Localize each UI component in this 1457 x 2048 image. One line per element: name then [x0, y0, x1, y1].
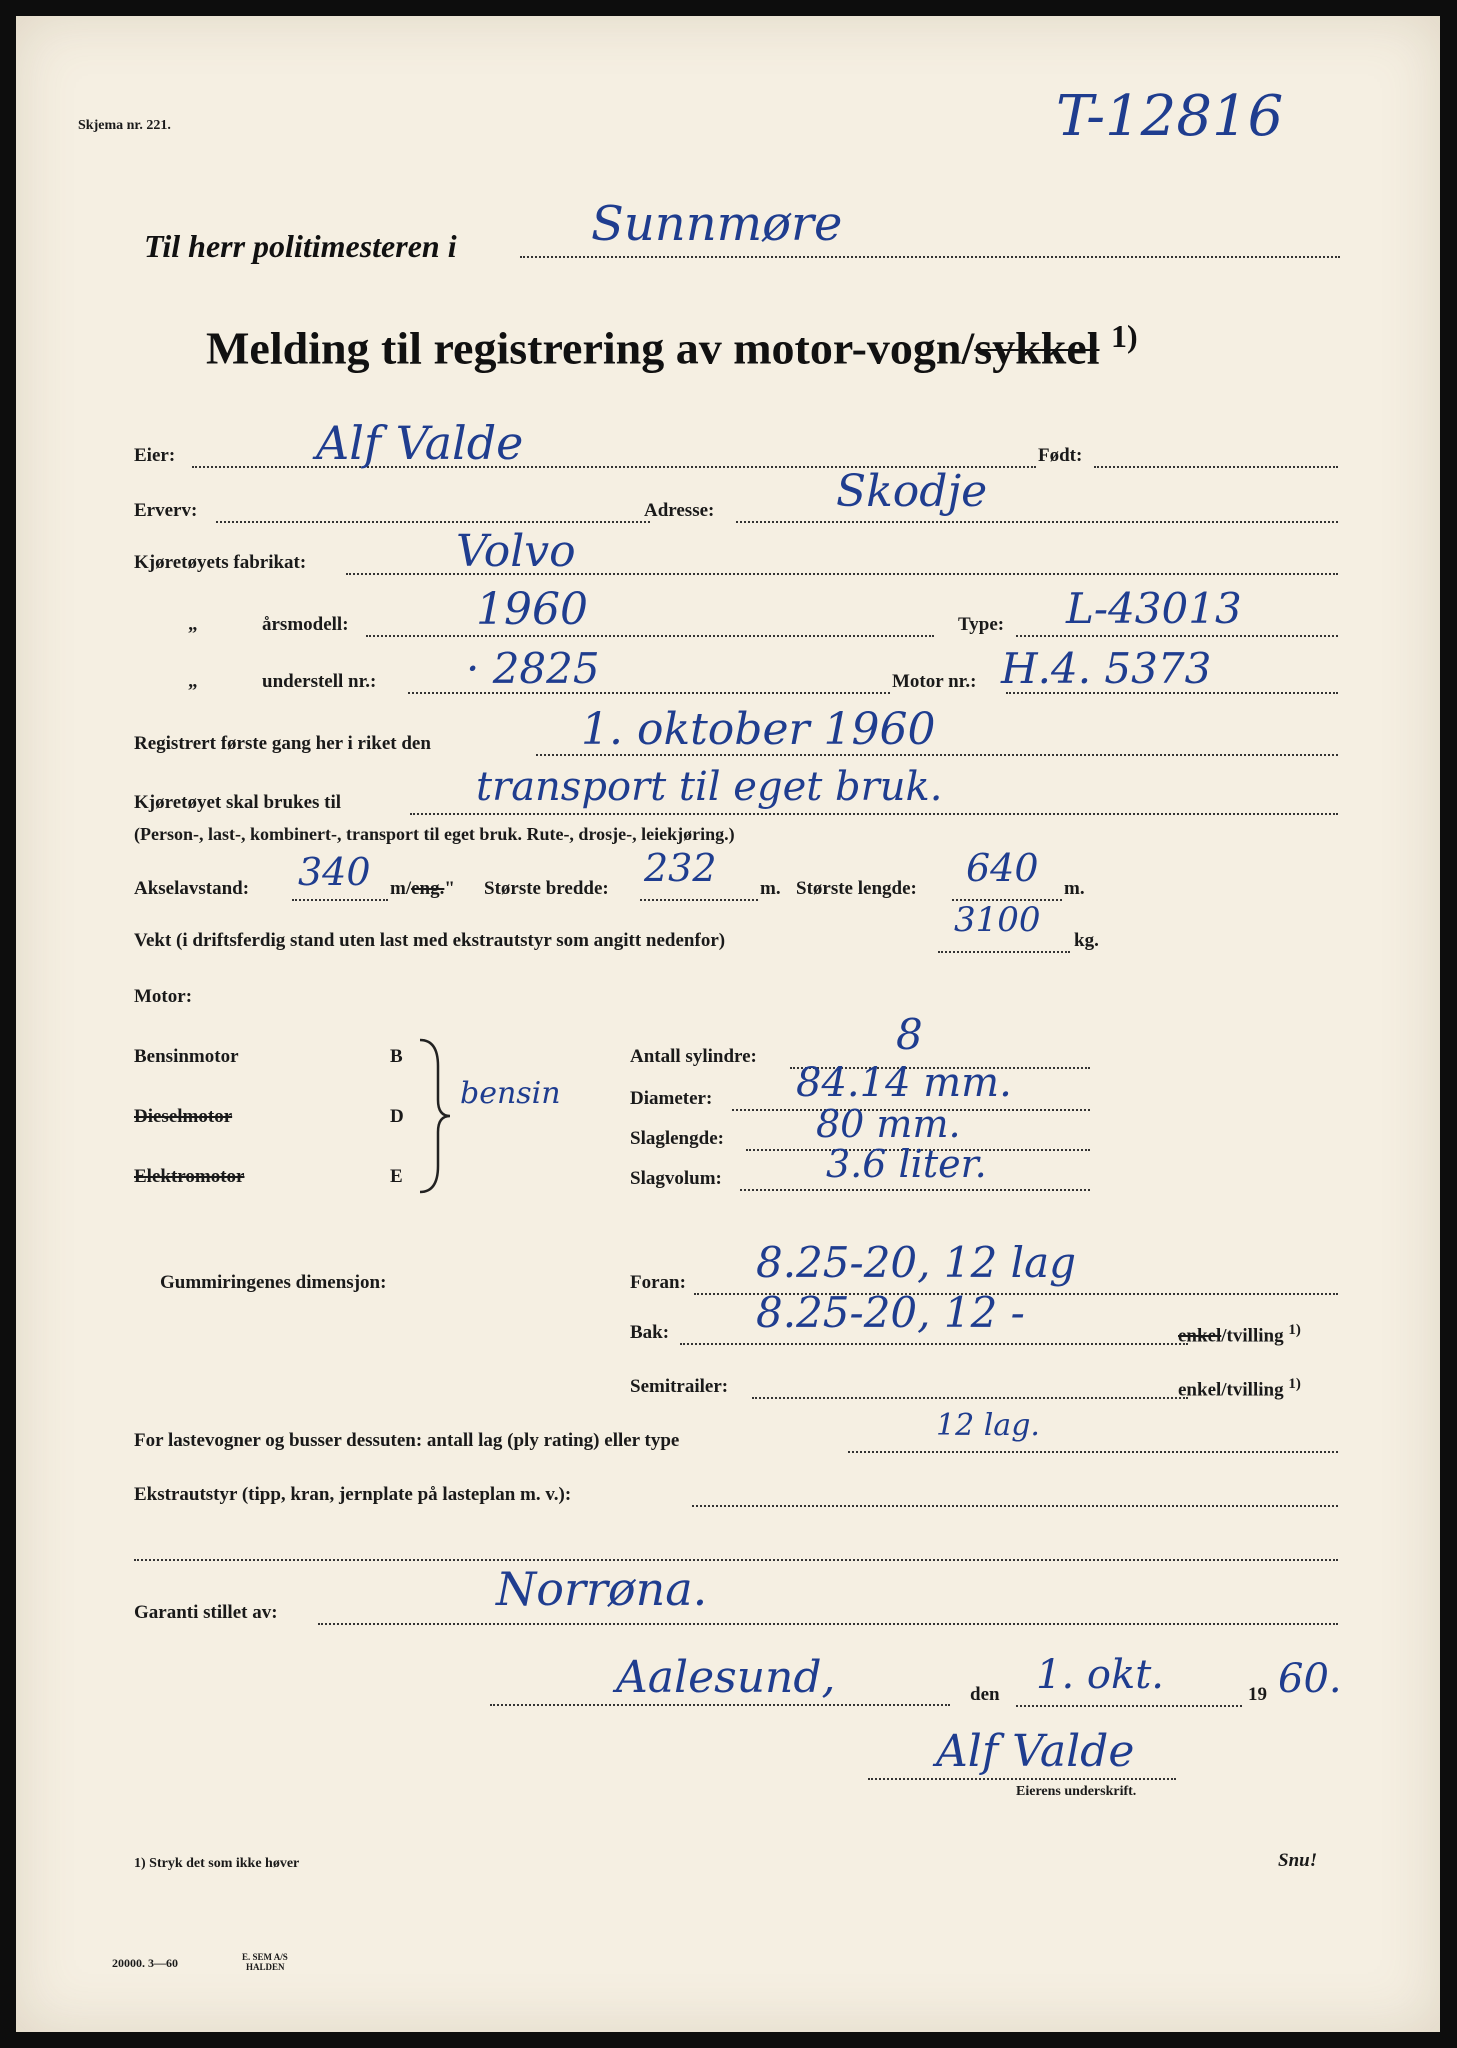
place-line: [490, 1704, 950, 1706]
address-label: Adresse:: [644, 500, 715, 521]
make-value: Volvo: [456, 526, 576, 577]
ply-rating-value: 12 lag.: [936, 1408, 1040, 1443]
date-line: [1016, 1705, 1242, 1707]
tires-rear-twin: /tvilling: [1221, 1325, 1284, 1347]
length-value: 640: [966, 846, 1039, 890]
chassis-label: understell nr.:: [262, 671, 377, 692]
file-number: T-12816: [1056, 84, 1284, 149]
address-line: [736, 521, 1338, 523]
tires-rear-fn: 1): [1288, 1322, 1301, 1338]
use-label: Kjøretøyet skal brukes til: [134, 792, 342, 813]
displacement-line: [740, 1189, 1090, 1191]
ditto-mark-2: „: [188, 671, 198, 692]
owner-value: Alf Valde: [316, 416, 524, 470]
guarantee-value: Norrøna.: [496, 1562, 708, 1616]
page-title: [206, 318, 1138, 374]
turn-over: Snu!: [1278, 1850, 1318, 1871]
length-unit: m.: [1064, 878, 1085, 899]
equipment-label: Ekstrautstyr (tipp, kran, jernplate på lasteplan m. v.):: [134, 1484, 572, 1505]
registration-form-page: [16, 16, 1440, 2032]
footnote: 1) Stryk det som ikke høver: [134, 1856, 300, 1871]
born-line: [1094, 466, 1338, 468]
wheelbase-unit: [390, 878, 455, 900]
addressee-line: [520, 256, 1340, 258]
motor-type-electric: Elektromotor: [134, 1166, 245, 1187]
motor-code-e: E: [390, 1166, 403, 1187]
wheelbase-value: 340: [298, 850, 371, 894]
width-line: [640, 899, 758, 901]
semitrailer-fn: 1): [1288, 1376, 1301, 1392]
stroke-value: 80 mm.: [816, 1102, 961, 1146]
use-hint: (Person-, last-, kombinert-, transport til eget bruk. Rute-, drosje-, leiekjøring.): [134, 824, 735, 844]
place-value: Aalesund,: [616, 1652, 836, 1703]
motor-type-bensin: Bensinmotor: [134, 1046, 239, 1067]
tires-rear-label: Bak:: [630, 1322, 670, 1343]
motor-number-label: Motor nr.:: [892, 671, 977, 692]
guarantee-line: [318, 1623, 1338, 1625]
cylinders-value: 8: [896, 1010, 923, 1059]
width-unit: m.: [760, 878, 781, 899]
owner-label: Eier:: [134, 445, 176, 466]
width-label: Største bredde:: [484, 878, 609, 899]
type-line: [1016, 635, 1338, 637]
first-registration-label: Registrert første gang her i riket den: [134, 733, 431, 754]
signature-line: [868, 1778, 1176, 1780]
print-info: 20000. 3—60: [112, 1956, 178, 1970]
signature-label: Eierens underskrift.: [1016, 1784, 1137, 1799]
semitrailer-line: [752, 1397, 1188, 1399]
tires-rear-single-struck: enkel: [1178, 1325, 1222, 1347]
motor-type-scribble: bensin: [460, 1076, 561, 1111]
title-struck: sykkel: [974, 322, 1100, 374]
first-registration-value: 1. oktober 1960: [581, 704, 936, 755]
ply-rating-line: [848, 1451, 1338, 1453]
type-label: Type:: [958, 614, 1005, 635]
use-value: transport til eget bruk.: [476, 764, 943, 810]
date-value: 1. okt.: [1036, 1652, 1164, 1698]
guarantee-label: Garanti stillet av:: [134, 1602, 278, 1623]
district-value: Sunnmøre: [591, 196, 843, 252]
tires-front-value: 8.25-20, 12 lag: [756, 1238, 1077, 1287]
motor-number-value: H.4. 5373: [1001, 644, 1212, 693]
occupation-line: [216, 521, 650, 523]
date-den-label: den: [970, 1684, 1000, 1705]
title-main: Melding til registrering av motor-vogn/: [206, 322, 975, 374]
wheelbase-unit-m: m/: [390, 878, 412, 899]
cylinders-label: Antall sylindre:: [630, 1046, 757, 1067]
semitrailer-option: [1178, 1376, 1301, 1401]
semitrailer-option-text: enkel/tvilling: [1178, 1379, 1284, 1401]
printer-line-2: HALDEN: [246, 1962, 285, 1972]
tires-rear-option: [1178, 1322, 1301, 1347]
tires-label: Gummiringenes dimensjon:: [160, 1272, 387, 1293]
printer-line-1: E. SEM A/S: [242, 1952, 288, 1962]
wheelbase-label: Akselavstand:: [134, 878, 250, 899]
use-line: [410, 813, 1338, 815]
bore-value: 84.14 mm.: [796, 1060, 1012, 1106]
equipment-line: [692, 1505, 1338, 1507]
weight-unit: kg.: [1074, 930, 1099, 951]
weight-value: 3100: [954, 900, 1041, 940]
motor-type-brace: [414, 1036, 454, 1196]
form-number: Skjema nr. 221.: [78, 118, 171, 133]
ditto-mark-1: „: [188, 614, 198, 635]
ply-rating-label: For lastevogner og busser dessuten: antall lag (ply rating) eller type: [134, 1430, 680, 1451]
wheelbase-unit-struck: eng.: [411, 878, 445, 899]
model-year-label: årsmodell:: [262, 614, 349, 635]
motor-code-d: D: [390, 1106, 404, 1127]
weight-label: Vekt (i driftsferdig stand uten last med ekstrautstyr som angitt nedenfor): [134, 930, 726, 951]
model-year-value: 1960: [476, 584, 588, 635]
address-value: Skodje: [836, 466, 988, 517]
chassis-value: · 2825: [466, 644, 600, 693]
semitrailer-label: Semitrailer:: [630, 1376, 729, 1397]
occupation-label: Erverv:: [134, 500, 198, 521]
title-footnote-ref: 1): [1111, 318, 1138, 354]
equipment-line-2: [134, 1559, 1338, 1561]
addressee-label: Til herr politimesteren i: [144, 228, 457, 264]
born-label: Født:: [1038, 445, 1083, 466]
type-value: L-43013: [1066, 584, 1242, 633]
displacement-label: Slagvolum:: [630, 1168, 722, 1189]
width-value: 232: [644, 846, 717, 890]
year-prefix: 19: [1248, 1684, 1267, 1705]
year-value: 60.: [1278, 1656, 1342, 1702]
stroke-label: Slaglengde:: [630, 1128, 724, 1149]
displacement-value: 3.6 liter.: [826, 1142, 987, 1186]
wheelbase-unit-inch: ": [444, 878, 455, 899]
make-label: Kjøretøyets fabrikat:: [134, 552, 307, 573]
tires-rear-line: [680, 1343, 1188, 1345]
motor-code-b: B: [390, 1046, 403, 1067]
model-year-line: [366, 635, 934, 637]
owner-signature: Alf Valde: [936, 1726, 1135, 1777]
tires-rear-value: 8.25-20, 12 -: [756, 1288, 1025, 1337]
motor-heading: Motor:: [134, 986, 193, 1007]
weight-line: [938, 951, 1070, 953]
motor-type-diesel: Dieselmotor: [134, 1106, 233, 1127]
length-label: Største lengde:: [796, 878, 917, 899]
bore-label: Diameter:: [630, 1088, 713, 1109]
wheelbase-line: [292, 899, 388, 901]
tires-front-label: Foran:: [630, 1272, 686, 1293]
